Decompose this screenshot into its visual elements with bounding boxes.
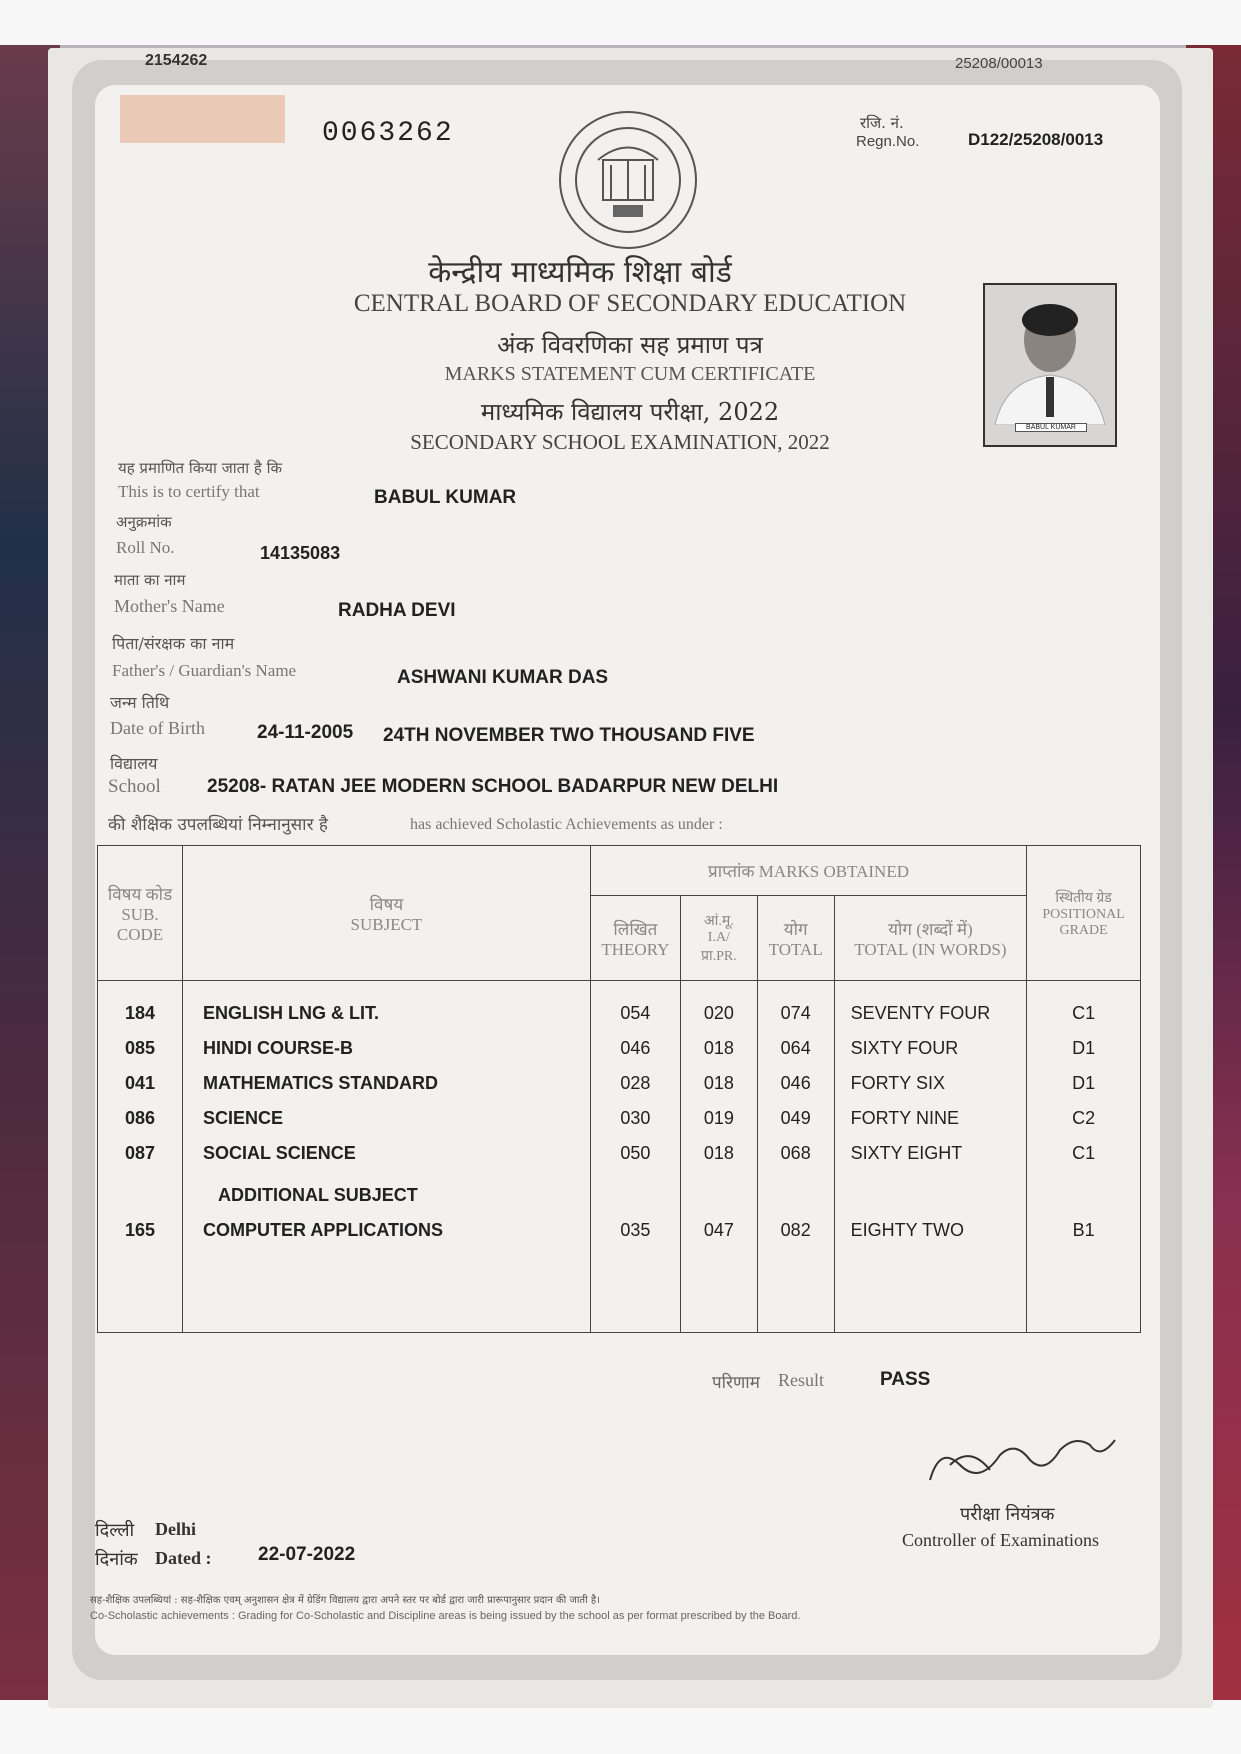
issue-date: 22-07-2022 bbox=[258, 1544, 356, 1565]
row-total: 068 bbox=[780, 1143, 811, 1163]
controller-label-en: Controller of Examinations bbox=[902, 1530, 1099, 1550]
th-subject-hi: विषय bbox=[369, 894, 404, 914]
th-ia-hi: आं.मू. bbox=[704, 914, 734, 929]
place-label-en: Delhi bbox=[155, 1519, 197, 1539]
mother-name: RADHA DEVI bbox=[338, 600, 456, 621]
row-ia: 019 bbox=[703, 1108, 734, 1128]
row-theory: 030 bbox=[620, 1108, 651, 1128]
th-subject bbox=[183, 846, 591, 981]
exam-title-english: SECONDARY SCHOOL EXAMINATION, 2022 bbox=[410, 430, 830, 454]
row-total: 064 bbox=[780, 1038, 811, 1058]
th-total bbox=[757, 896, 834, 981]
th-grade bbox=[1027, 846, 1141, 981]
certify-label-hi: यह प्रमाणित किया जाता है कि bbox=[118, 459, 282, 477]
father-label-en: Father's / Guardian's Name bbox=[112, 661, 297, 680]
row-total-additional: 082 bbox=[780, 1220, 811, 1240]
student-name: BABUL KUMAR bbox=[374, 487, 517, 508]
row-code: 087 bbox=[124, 1143, 156, 1163]
row-subject: SCIENCE bbox=[203, 1108, 284, 1128]
row-ia: 018 bbox=[703, 1038, 734, 1058]
row-subject: SOCIAL SCIENCE bbox=[203, 1143, 356, 1163]
result-label-hi: परिणाम bbox=[712, 1373, 760, 1393]
dob-label-en: Date of Birth bbox=[110, 718, 205, 738]
row-total: 049 bbox=[780, 1108, 811, 1128]
regn-label-en: Regn.No. bbox=[856, 133, 920, 150]
marks-table bbox=[97, 845, 1141, 1333]
row-grade: D1 bbox=[1072, 1038, 1096, 1058]
row-words-additional: EIGHTY TWO bbox=[850, 1220, 964, 1240]
row-total: 046 bbox=[780, 1073, 811, 1093]
roll-number: 14135083 bbox=[260, 543, 341, 563]
row-grade: C2 bbox=[1072, 1108, 1096, 1128]
col-codes bbox=[98, 981, 183, 1333]
serial-top-right: 25208/00013 bbox=[955, 55, 1043, 72]
row-grade: C1 bbox=[1072, 1003, 1096, 1023]
dob-label-hi: जन्म तिथि bbox=[110, 693, 170, 712]
row-code: 086 bbox=[124, 1108, 156, 1128]
achieved-en: has achieved Scholastic Achievements as under : bbox=[410, 816, 723, 833]
th-theory-en: THEORY bbox=[601, 939, 670, 959]
additional-subject-label: ADDITIONAL SUBJECT bbox=[218, 1185, 418, 1205]
regn-number: D122/25208/0013 bbox=[968, 130, 1104, 149]
row-words: SIXTY FOUR bbox=[850, 1038, 959, 1058]
school-label-hi: विद्यालय bbox=[110, 754, 158, 773]
th-words-hi: योग (शब्दों में) bbox=[888, 919, 973, 939]
result-label-en: Result bbox=[778, 1370, 825, 1390]
col-ia bbox=[680, 981, 757, 1333]
bottom-margin bbox=[0, 1700, 1241, 1754]
school-name: 25208- RATAN JEE MODERN SCHOOL BADARPUR NEW DELHI bbox=[207, 776, 779, 797]
controller-signature bbox=[920, 1425, 1120, 1505]
doc-title-english: MARKS STATEMENT CUM CERTIFICATE bbox=[444, 363, 816, 385]
row-grade: C1 bbox=[1072, 1143, 1096, 1163]
row-ia: 020 bbox=[703, 1003, 734, 1023]
th-total-en: TOTAL bbox=[768, 939, 823, 959]
row-theory: 050 bbox=[620, 1143, 651, 1163]
th-total-hi: योग bbox=[783, 919, 808, 939]
result-value: PASS bbox=[880, 1369, 931, 1390]
row-words: SEVENTY FOUR bbox=[850, 1003, 991, 1023]
th-pr-hi: प्रा.PR. bbox=[701, 949, 737, 964]
row-code: 184 bbox=[124, 1003, 156, 1023]
photo-caption: BABUL KUMAR bbox=[1015, 423, 1087, 432]
dated-label-hi: दिनांक bbox=[95, 1549, 138, 1570]
school-label-en: School bbox=[108, 776, 161, 797]
row-code: 041 bbox=[124, 1073, 156, 1093]
th-code-en: SUB. CODE bbox=[116, 904, 164, 944]
th-marks-obtained bbox=[590, 846, 1026, 896]
controller-label-hi: परीक्षा नियंत्रक bbox=[960, 1504, 1055, 1525]
th-theory-hi: लिखित bbox=[613, 919, 658, 939]
footer-note-hi: सह-शैक्षिक उपलब्धियां : सह-शैक्षिक एवम् अनुशासन क्षेत्र में ग्रेडिंग विद्यालय द्वारा अपने स्तर पर बोर्ड द्वारा जारी प्रारूपानुसार प्रदान की जाती है। bbox=[90, 1595, 600, 1606]
th-ia bbox=[680, 896, 757, 981]
father-name: ASHWANI KUMAR DAS bbox=[397, 667, 609, 688]
th-subject-en: SUBJECT bbox=[350, 914, 423, 934]
row-ia: 018 bbox=[703, 1143, 734, 1163]
row-theory: 046 bbox=[620, 1038, 651, 1058]
th-code-hi: विषय कोड bbox=[107, 884, 173, 904]
row-code: 085 bbox=[124, 1038, 156, 1058]
student-photo bbox=[983, 283, 1117, 447]
place-label-hi: दिल्ली bbox=[95, 1520, 135, 1541]
row-theory: 054 bbox=[620, 1003, 651, 1023]
mother-label-en: Mother's Name bbox=[114, 596, 225, 616]
achieved-hi: की शैक्षिक उपलब्धियां निम्नानुसार है bbox=[108, 815, 328, 835]
roll-label-en: Roll No. bbox=[116, 538, 175, 557]
row-subject: MATHEMATICS STANDARD bbox=[203, 1073, 439, 1093]
col-words bbox=[834, 981, 1027, 1333]
footer-note-en: Co-Scholastic achievements : Grading for Co-Scholastic and Discipline areas is being issued by the school as per format prescribed by the Board. bbox=[90, 1610, 801, 1622]
student-photo-image bbox=[985, 285, 1115, 425]
date-of-birth: 24-11-2005 bbox=[257, 722, 354, 743]
th-grade-hi: स्थितीय ग्रेड bbox=[1055, 890, 1112, 906]
father-label-hi: पिता/संरक्षक का नाम bbox=[112, 634, 235, 653]
th-marks-en: MARKS OBTAINED bbox=[758, 862, 909, 881]
mother-label-hi: माता का नाम bbox=[114, 571, 186, 589]
row-theory: 028 bbox=[620, 1073, 651, 1093]
certificate-number: 0063262 bbox=[322, 118, 454, 149]
row-ia: 018 bbox=[703, 1073, 734, 1093]
row-words: SIXTY EIGHT bbox=[850, 1143, 963, 1163]
row-words: FORTY SIX bbox=[850, 1073, 945, 1093]
dob-in-words: 24TH NOVEMBER TWO THOUSAND FIVE bbox=[383, 725, 755, 746]
serial-top-left: 2154262 bbox=[145, 52, 208, 69]
th-theory bbox=[590, 896, 680, 981]
col-subjects bbox=[183, 981, 591, 1333]
th-grade-en: POSITIONAL GRADE bbox=[1042, 906, 1125, 938]
table-body bbox=[98, 981, 1141, 1333]
regn-label-hi: रजि. नं. bbox=[860, 114, 904, 132]
cbse-logo bbox=[553, 105, 703, 255]
th-ia-en: I.A/ bbox=[707, 930, 730, 945]
doc-title-hindi: अंक विवरणिका सह प्रमाण पत्र bbox=[497, 331, 763, 359]
row-total: 074 bbox=[780, 1003, 811, 1023]
row-ia-additional: 047 bbox=[703, 1220, 734, 1240]
th-words-en: TOTAL (IN WORDS) bbox=[854, 939, 1007, 959]
row-theory-additional: 035 bbox=[620, 1220, 651, 1240]
red-stamp bbox=[120, 95, 285, 143]
row-subject: ENGLISH LNG & LIT. bbox=[203, 1003, 380, 1023]
row-code-additional: 165 bbox=[124, 1220, 156, 1240]
col-theory bbox=[590, 981, 680, 1333]
board-title-english: CENTRAL BOARD OF SECONDARY EDUCATION bbox=[353, 290, 907, 317]
row-subject-additional: COMPUTER APPLICATIONS bbox=[203, 1220, 444, 1240]
col-total bbox=[757, 981, 834, 1333]
board-title-hindi: केन्द्रीय माध्यमिक शिक्षा बोर्ड bbox=[428, 255, 732, 290]
row-grade-additional: B1 bbox=[1072, 1220, 1095, 1240]
row-subject: HINDI COURSE-B bbox=[203, 1038, 354, 1058]
th-marks-hi: प्राप्तांक bbox=[708, 862, 755, 881]
th-total-words bbox=[834, 896, 1027, 981]
th-sub-code bbox=[98, 846, 183, 981]
row-grade: D1 bbox=[1072, 1073, 1096, 1093]
col-grade bbox=[1027, 981, 1141, 1333]
dated-label-en: Dated : bbox=[155, 1548, 212, 1568]
exam-title-hindi: माध्यमिक विद्यालय परीक्षा, 2022 bbox=[480, 398, 780, 426]
certify-label-en: This is to certify that bbox=[118, 482, 260, 501]
row-words: FORTY NINE bbox=[850, 1108, 959, 1128]
top-margin bbox=[0, 0, 1241, 45]
table-header-row-1 bbox=[98, 846, 1141, 896]
roll-label-hi: अनुक्रमांक bbox=[116, 513, 172, 531]
